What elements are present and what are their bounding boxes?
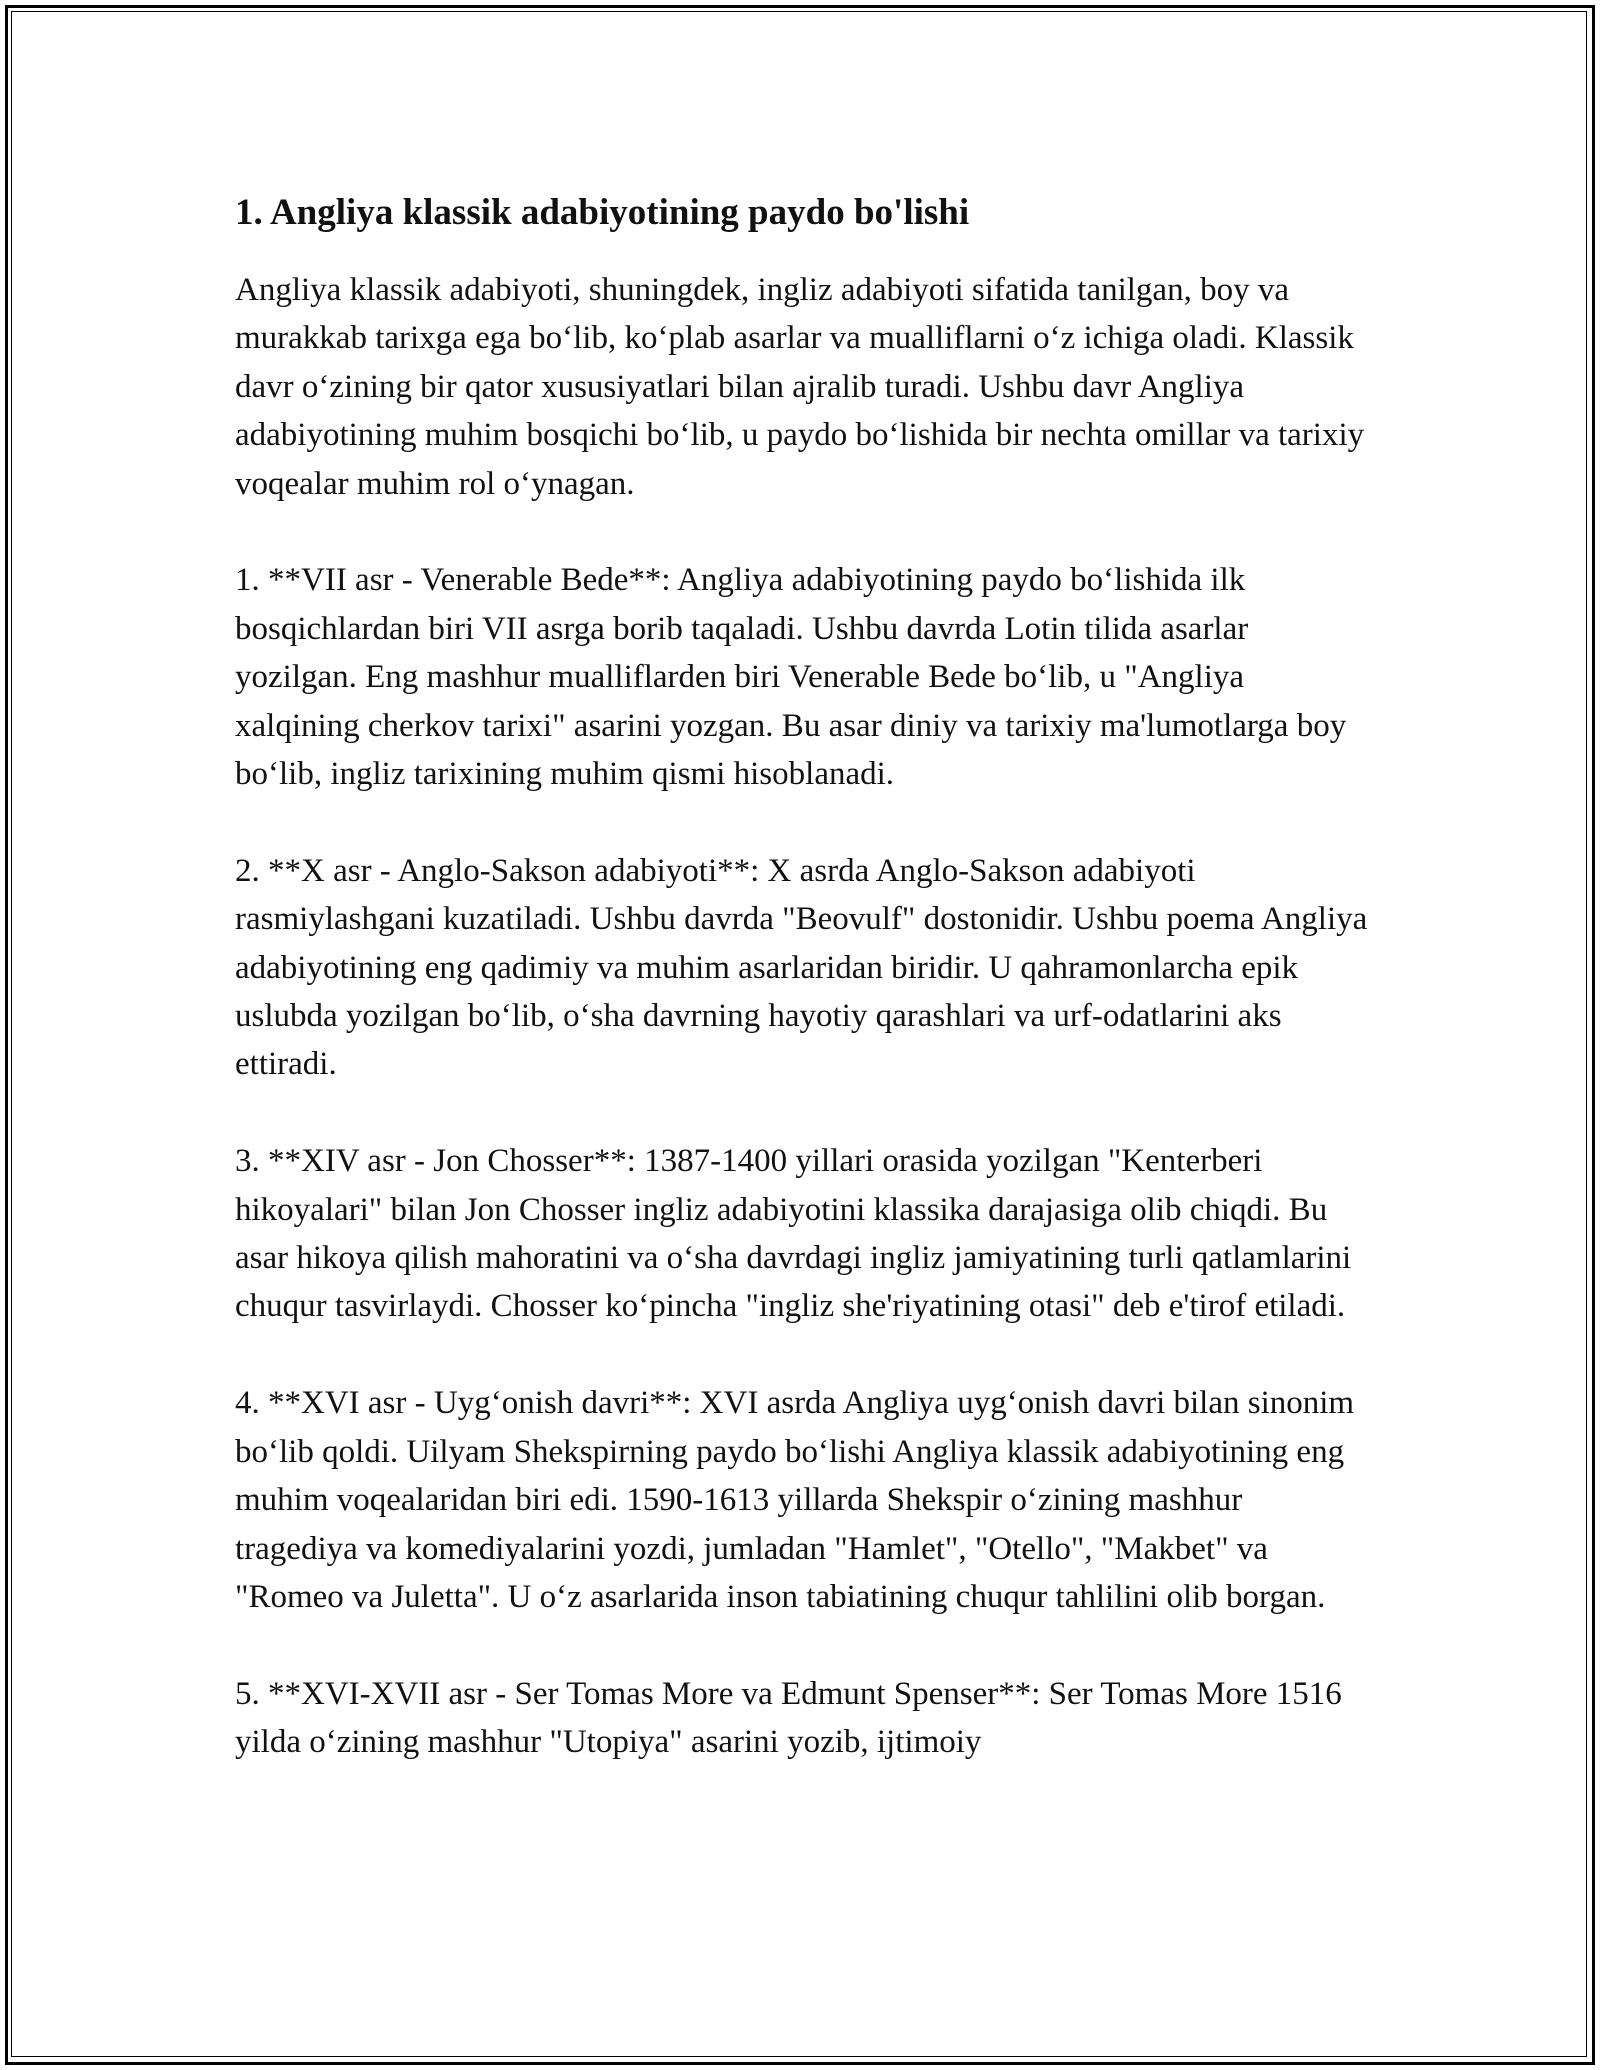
paragraph-item-3: 3. **XIV asr - Jon Chosser**: 1387-1400 yillari orasida yozilgan "Kenterberi hikoyalari" bilan Jon Chosser ingliz adabiyotini klassika darajasiga olib chiqdi. Bu asar hikoya qilish mahoratini va o‘sha davrdagi ingliz jamiyatining turli qatlamlarini chuqur tasvirlaydi. Chosser ko‘pincha "ingliz she'riyatining otasi" deb e'tirof etiladi. — [235, 1143, 1352, 1325]
document-title: 1. Angliya klassik adabiyotining paydo bo'lishi — [235, 192, 970, 233]
paragraph-item-5: 5. **XVI-XVII asr - Ser Tomas More va Edmunt Spenser**: Ser Tomas More 1516 yilda o‘zining mashhur "Utopiya" asarini yozib, ijtimoiy — [235, 1675, 1342, 1761]
paragraph-item-4: 4. **XVI asr - Uyg‘onish davri**: XVI asrda Angliya uyg‘onish davri bilan sinonim bo‘lib qoldi. Uilyam Shekspirning paydo bo‘lishi Angliya klassik adabiyotining eng muhim voqealaridan biri edi. 1590-1613 yillarda Shekspir o‘zining mashhur tragediya va komediyalarini yozdi, jumladan "Hamlet", "Otello", "Makbet" va "Romeo va Juletta". U o‘z asarlarida inson tabiatining chuqur tahlilini olib borgan. — [235, 1385, 1355, 1615]
paragraph-item-2: 2. **X asr - Anglo-Sakson adabiyoti**: X asrda Anglo-Sakson adabiyoti rasmiylashgani kuzatiladi. Ushbu davrda "Beovulf" dostonidir. Ushbu poema Angliya adabiyotining eng qadimiy va muhim asarlaridan biridir. U qahramonlarcha epik uslubda yozilgan bo‘lib, o‘sha davrning hayotiy qarashlari va urf-odatlarini aks ettiradi. — [235, 852, 1368, 1083]
paragraph-item-1: 1. **VII asr - Venerable Bede**: Angliya adabiyotining paydo bo‘lishida ilk bosqichlardan biri VII asrga borib taqaladi. Ushbu davrda Lotin tilida asarlar yozilgan. Eng mashhur mualliflarden biri Venerable Bede bo‘lib, u "Angliya xalqining cherkov tarixi" asarini yozgan. Bu asar diniy va tarixiy ma'lumotlarga boy bo‘lib, ingliz tarixining muhim qismi hisoblanadi. — [235, 562, 1347, 793]
document-body — [235, 189, 1370, 1767]
intro-paragraph: Angliya klassik adabiyoti, shuningdek, ingliz adabiyoti sifatida tanilgan, boy va murakkab tarixga ega bo‘lib, ko‘plab asarlar va mualliflarni o‘z ichiga oladi. Klassik davr o‘zining bir qator xususiyatlari bilan ajralib turadi. Ushbu davr Angliya adabiyotining muhim bosqichi bo‘lib, u paydo bo‘lishida bir nechta omillar va tarixiy voqealar muhim rol o‘ynagan. — [235, 272, 1365, 502]
